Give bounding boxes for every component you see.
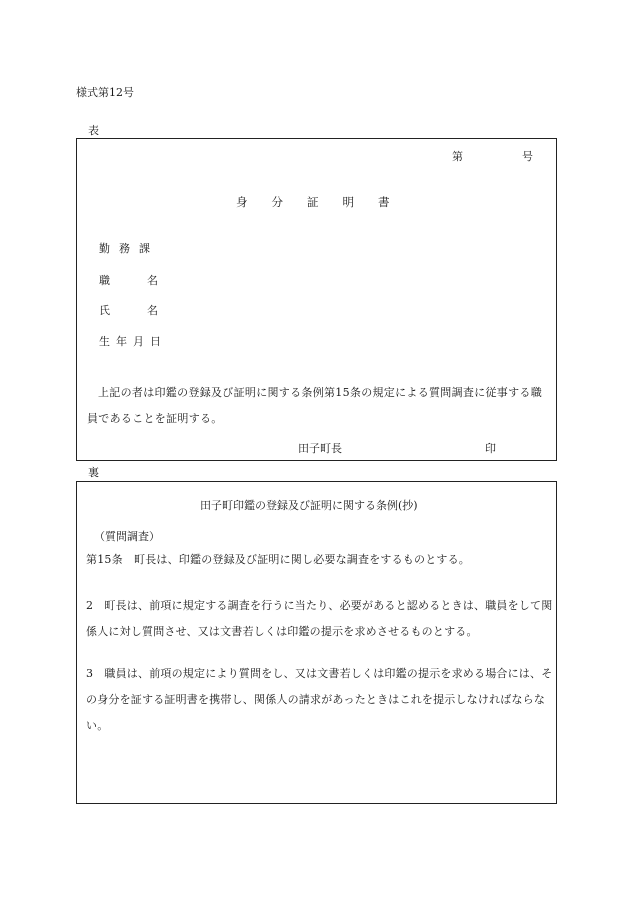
certificate-title: 身分証明書 <box>236 195 414 209</box>
field-department-label: 勤務課 <box>99 242 159 255</box>
article-paragraph-2: 2 町長は、前項に規定する調査を行うに当たり、必要があると認めるときは、職員をして関係人に対し質問させ、又は文書若しくは印鑑の提示を求めさせるものとする。 <box>86 599 553 638</box>
ordinance-title: 田子町印鑑の登録及び証明に関する条例(抄) <box>200 499 418 512</box>
article-paragraph-1: 第15条 町長は、印鑑の登録及び証明に関し必要な調査をするものとする。 <box>86 553 470 566</box>
field-position-label: 職名 <box>99 274 195 287</box>
seal-mark: 印 <box>485 442 496 455</box>
article-paragraph-3: 3 職員は、前項の規定により質問をし、又は文書若しくは印鑑の提示を求める場合には、その身分を証する証明書を携帯し、関係人の請求があったときはこれを提示しなければならない。 <box>86 667 553 732</box>
issuer-name: 田子町長 <box>298 442 342 455</box>
front-side-label: 表 <box>88 124 99 137</box>
certification-text: 上記の者は印鑑の登録及び証明に関する条例第15条の規定による質問調査に従事する職員であることを証明する。 <box>87 386 542 425</box>
back-side-label: 裏 <box>88 466 99 479</box>
form-number: 様式第12号 <box>76 86 134 99</box>
field-name-label: 氏名 <box>99 304 195 317</box>
article-heading: （質問調査） <box>94 530 160 543</box>
certificate-number-suffix: 号 <box>522 150 533 163</box>
certificate-number-prefix: 第 <box>452 150 463 163</box>
field-birthdate-label: 生年月日 <box>99 335 167 348</box>
